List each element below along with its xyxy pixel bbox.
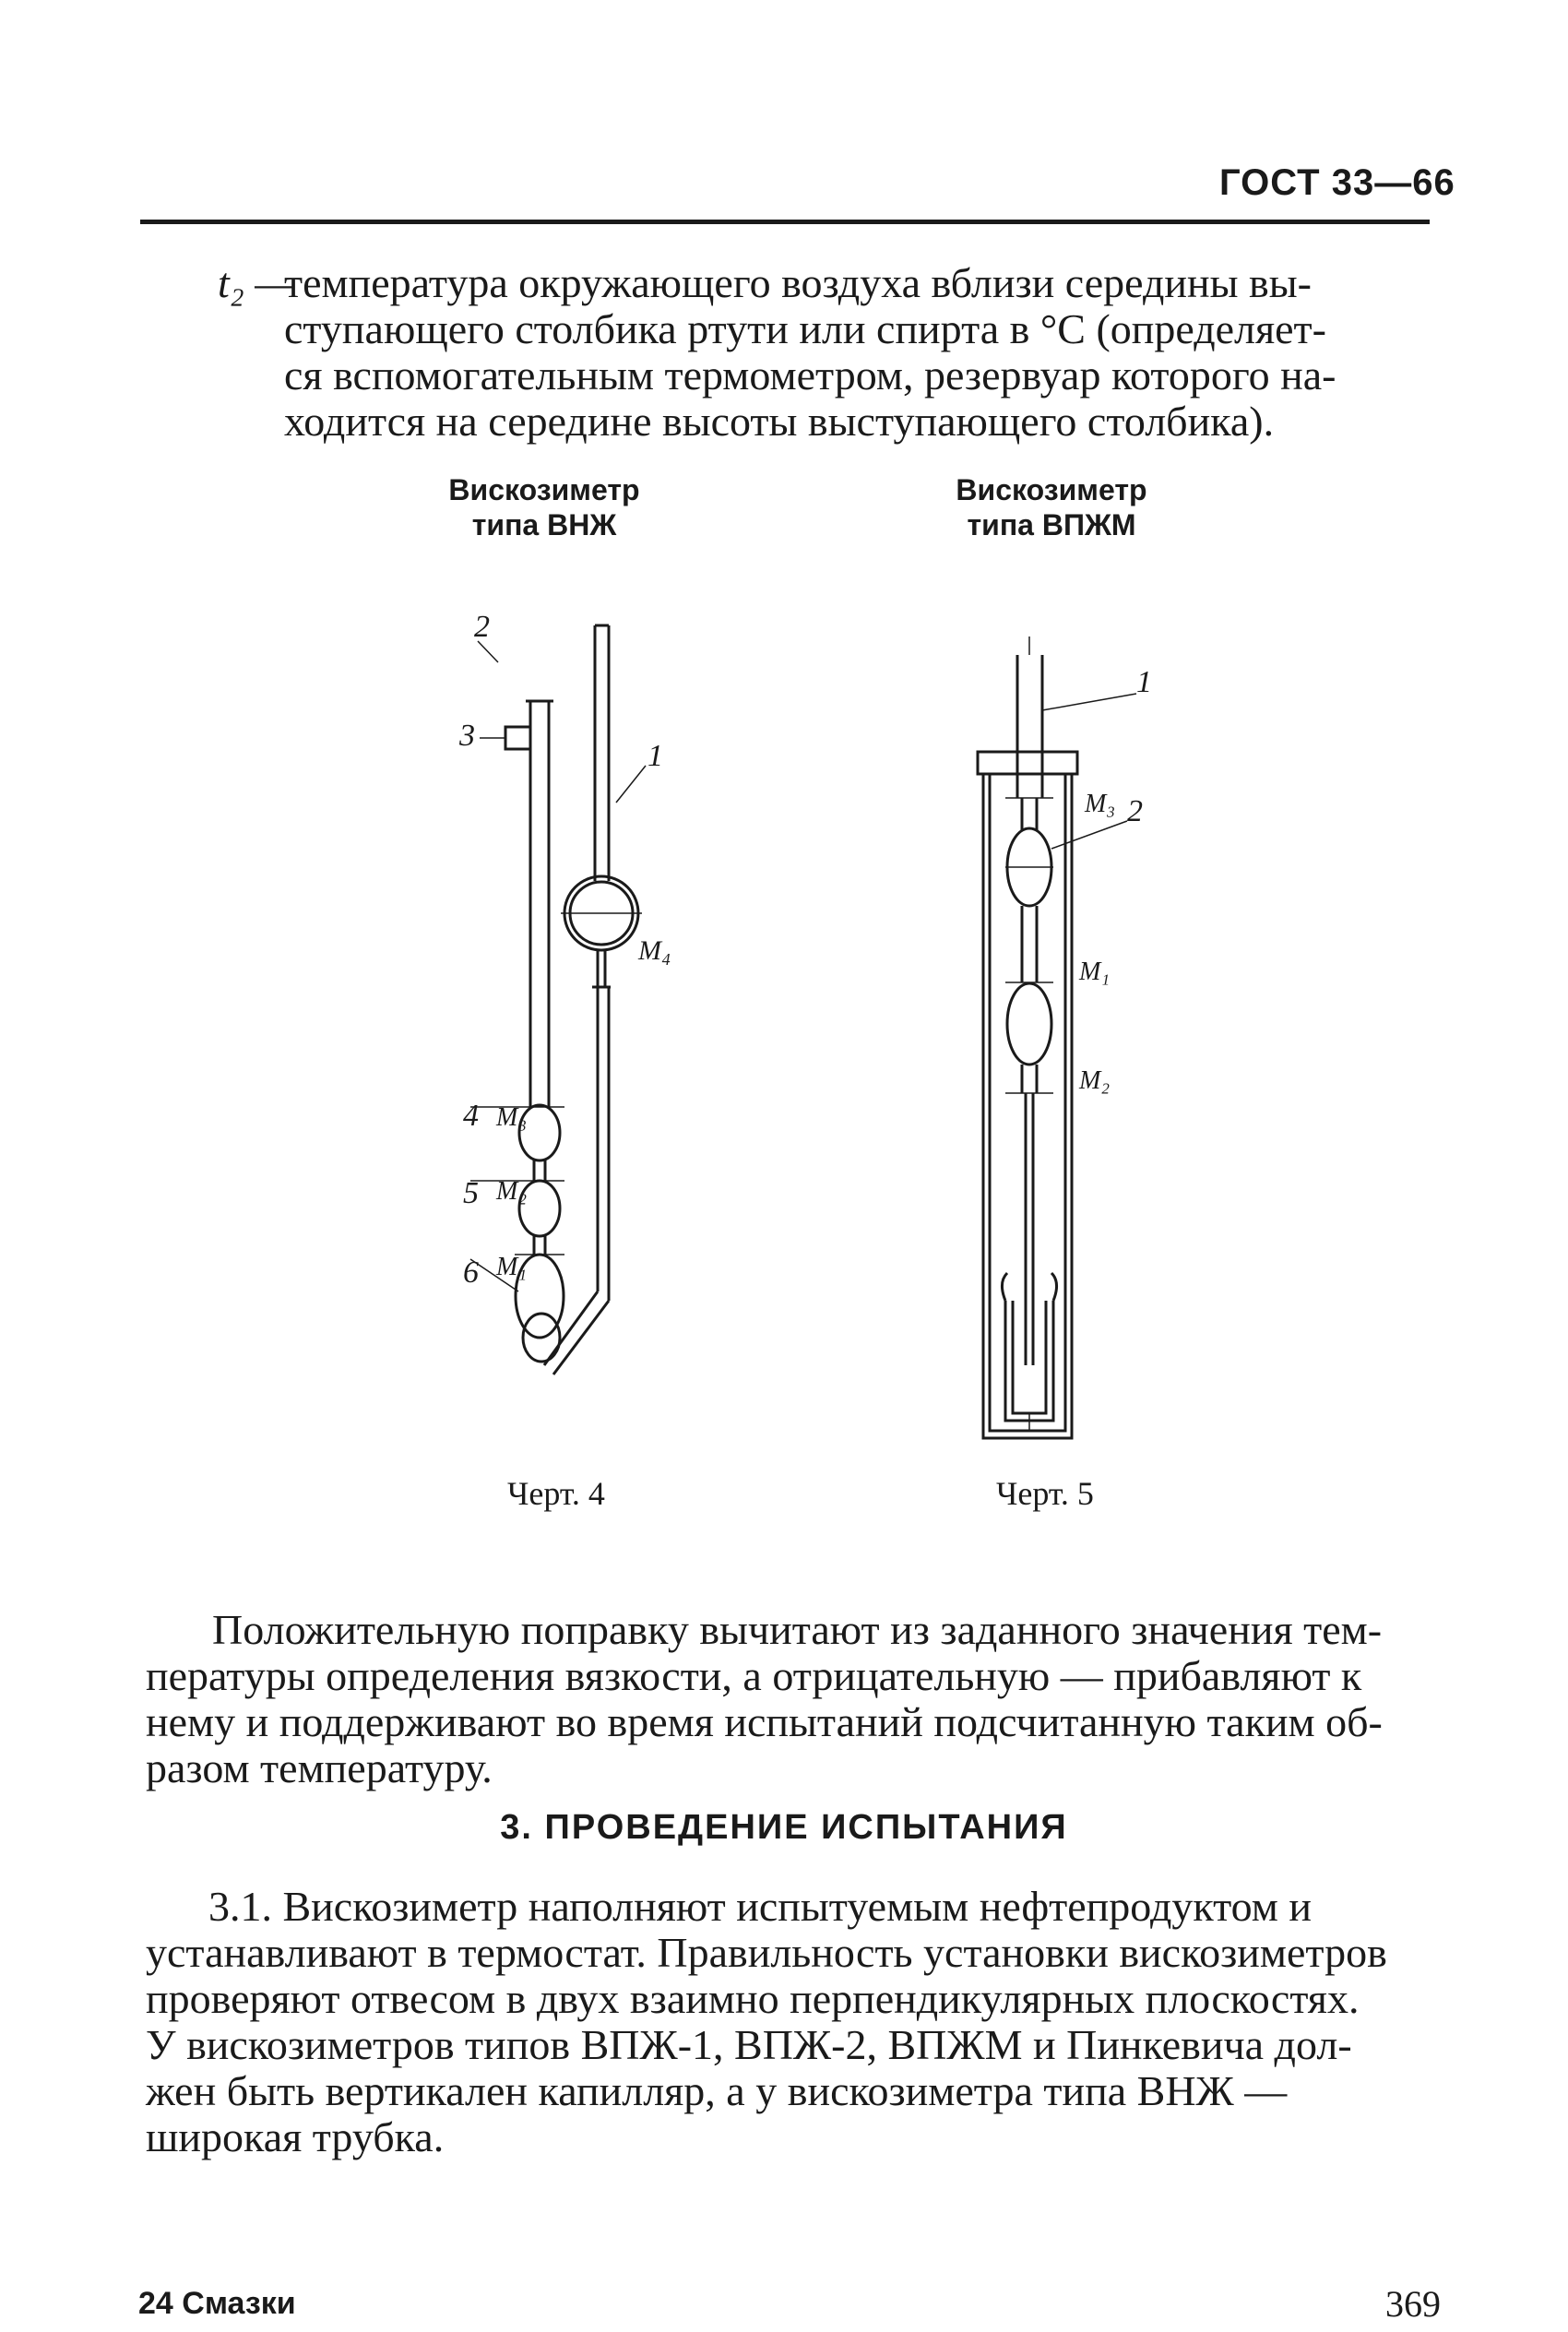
page-number: 369 — [1385, 2283, 1441, 2325]
paragraph-procedure — [146, 1884, 1430, 1930]
figure-4-label: Черт. 4 — [507, 1475, 605, 1512]
paragraph-line: У вискозиметров типов ВПЖ-1, ВПЖ-2, ВПЖМ и Пинкевича дол- — [146, 2021, 1352, 2068]
definition-line: температура окружающего воздуха вблизи середины вы- — [284, 259, 1312, 306]
callout-2: 2 — [474, 610, 490, 644]
paragraph-line: пературы определения вязкости, а отрицательную — прибавляют к — [146, 1652, 1362, 1699]
figure-4-drawing — [443, 609, 719, 1421]
paragraph-line: жен быть вертикален капилляр, а у вискозиметра типа ВНЖ — — [146, 2067, 1288, 2114]
callout-m3: M₃ — [496, 1103, 528, 1132]
paragraph-correction — [146, 1607, 1430, 1653]
paragraph-procedure-cont — [146, 1930, 1430, 2160]
definition-line: ступающего столбика ртути или спирта в °С (определяет- — [284, 305, 1326, 352]
paragraph-line: Положительную поправку вычитают из заданного значения тем- — [212, 1606, 1383, 1653]
figure-5-drawing — [941, 637, 1218, 1467]
callout-1: 1 — [1136, 665, 1152, 699]
callout-1: 1 — [647, 739, 663, 773]
callout-3: 3 — [459, 719, 475, 753]
callout-m3: M₃ — [1085, 790, 1116, 818]
paragraph-correction-cont — [146, 1653, 1430, 1791]
definition-line: ходится на середине высоты выступающего столбика). — [284, 398, 1275, 445]
header-rule — [140, 220, 1430, 224]
callout-m1: M₁ — [1079, 958, 1111, 986]
footer-signature: 24 Смазки — [138, 2286, 296, 2321]
definition-line: ся вспомогательным термометром, резервуар которого на- — [284, 351, 1336, 399]
standard-number: ГОСТ 33—66 — [1219, 162, 1455, 203]
figure-5-label: Черт. 5 — [996, 1475, 1094, 1512]
definition-term: t₂ — — [218, 259, 293, 306]
callout-m2: M₂ — [496, 1177, 528, 1206]
paragraph-line: проверяют отвесом в двух взаимно перпендикулярных плоскостях. — [146, 1975, 1360, 2022]
figure-5-caption: Вискозиметр типа ВПЖМ — [956, 473, 1147, 541]
paragraph-line: устанавливают в термостат. Правильность установки вискозиметров — [146, 1929, 1387, 1976]
figure-4-caption: Вискозиметр типа ВНЖ — [448, 473, 640, 541]
paragraph-line: разом температуру. — [146, 1744, 493, 1791]
paragraph-line: широкая трубка. — [146, 2113, 445, 2160]
definition-body — [284, 260, 1409, 445]
callout-6: 6 — [463, 1255, 479, 1290]
callout-m4: M₄ — [638, 935, 671, 966]
callout-2: 2 — [1127, 794, 1143, 828]
callout-5: 5 — [463, 1176, 479, 1210]
section-heading: 3. ПРОВЕДЕНИЕ ИСПЫТАНИЯ — [500, 1808, 1068, 1847]
paragraph-line: 3.1. Вискозиметр наполняют испытуемым нефтепродуктом и — [208, 1883, 1312, 1930]
callout-m1: M₁ — [496, 1253, 528, 1281]
callout-m2: M₂ — [1079, 1066, 1111, 1095]
callout-4: 4 — [463, 1099, 479, 1133]
paragraph-line: нему и поддерживают во время испытаний подсчитанную таким об- — [146, 1698, 1383, 1745]
